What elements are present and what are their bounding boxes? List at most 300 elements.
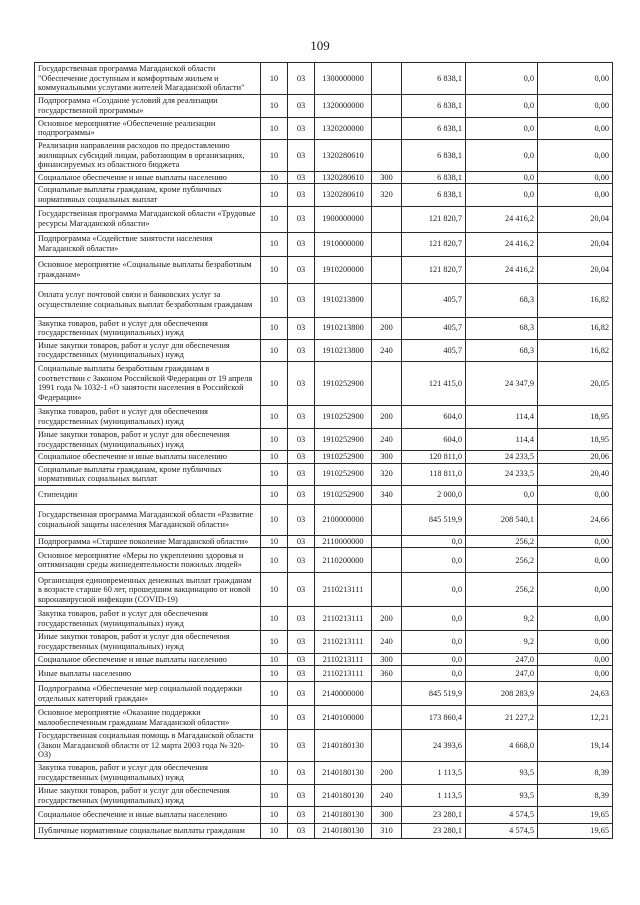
- row-name: Реализация направления расходов по предоставлению жилищных субсидий лицам, работающим в организациях, финансируемых из областного бюджета: [35, 139, 261, 171]
- row-plan: 604,0: [402, 428, 466, 450]
- row-target-code: 1320000000: [315, 94, 372, 117]
- row-target-code: 2110200000: [315, 548, 372, 573]
- row-section: 10: [261, 283, 288, 317]
- table-row: [35, 139, 613, 171]
- row-actual: 24 416,2: [466, 232, 538, 256]
- table-row: [35, 631, 613, 653]
- row-actual: 9,2: [466, 631, 538, 653]
- row-target-code: 1910000000: [315, 232, 372, 256]
- row-section: 10: [261, 339, 288, 361]
- row-expense-type: 200: [372, 405, 402, 428]
- row-plan: 23 280,1: [402, 824, 466, 839]
- row-subsection: 03: [288, 339, 315, 361]
- row-name: Подпрограмма «Содействие занятости населения Магаданской области»: [35, 232, 261, 256]
- row-target-code: 1910252900: [315, 428, 372, 450]
- row-target-code: 2140180130: [315, 785, 372, 807]
- row-actual: 0,0: [466, 63, 538, 95]
- row-percent: 18,95: [538, 405, 613, 428]
- row-name: Подпрограмма «Создание условий для реализации государственной программы»: [35, 94, 261, 117]
- row-subsection: 03: [288, 256, 315, 283]
- row-expense-type: 200: [372, 607, 402, 631]
- row-percent: 19,65: [538, 824, 613, 839]
- table-row: [35, 463, 613, 485]
- row-subsection: 03: [288, 504, 315, 535]
- row-actual: 24 233,5: [466, 451, 538, 464]
- row-actual: 68,3: [466, 317, 538, 339]
- row-section: 10: [261, 317, 288, 339]
- table-row: [35, 405, 613, 428]
- table-row: [35, 535, 613, 548]
- row-name: Иные закупки товаров, работ и услуг для обеспечения государственных (муниципальных) нужд: [35, 785, 261, 807]
- table-row: [35, 361, 613, 405]
- row-target-code: 2110000000: [315, 535, 372, 548]
- row-name: Публичные нормативные социальные выплаты гражданам: [35, 824, 261, 839]
- row-target-code: 2140180130: [315, 807, 372, 824]
- row-subsection: 03: [288, 607, 315, 631]
- row-target-code: 1910252900: [315, 405, 372, 428]
- table-row: [35, 256, 613, 283]
- table-body: [35, 63, 613, 839]
- row-expense-type: [372, 256, 402, 283]
- row-target-code: 2110213111: [315, 653, 372, 666]
- row-subsection: 03: [288, 94, 315, 117]
- row-plan: 0,0: [402, 607, 466, 631]
- row-expense-type: [372, 94, 402, 117]
- row-subsection: 03: [288, 139, 315, 171]
- row-section: 10: [261, 706, 288, 730]
- row-name: Закупка товаров, работ и услуг для обеспечения государственных (муниципальных) нужд: [35, 317, 261, 339]
- row-actual: 0,0: [466, 94, 538, 117]
- row-section: 10: [261, 463, 288, 485]
- row-target-code: 1320280610: [315, 184, 372, 206]
- row-section: 10: [261, 184, 288, 206]
- row-section: 10: [261, 631, 288, 653]
- row-subsection: 03: [288, 232, 315, 256]
- table-row: [35, 317, 613, 339]
- row-expense-type: 300: [372, 807, 402, 824]
- row-section: 10: [261, 535, 288, 548]
- row-percent: 0,00: [538, 117, 613, 139]
- row-plan: 0,0: [402, 548, 466, 573]
- row-actual: 21 227,2: [466, 706, 538, 730]
- row-target-code: 2140180130: [315, 730, 372, 762]
- table-row: [35, 184, 613, 206]
- row-name: Иные выплаты населению: [35, 666, 261, 682]
- table-row: [35, 63, 613, 95]
- row-actual: 256,2: [466, 548, 538, 573]
- row-expense-type: [372, 283, 402, 317]
- row-percent: 8,39: [538, 785, 613, 807]
- row-actual: 4 574,5: [466, 824, 538, 839]
- row-expense-type: 240: [372, 339, 402, 361]
- table-row: [35, 94, 613, 117]
- row-expense-type: 200: [372, 317, 402, 339]
- row-target-code: 2100000000: [315, 504, 372, 535]
- row-subsection: 03: [288, 117, 315, 139]
- row-percent: 0,00: [538, 535, 613, 548]
- row-expense-type: 310: [372, 824, 402, 839]
- table-row: [35, 573, 613, 607]
- row-plan: 2 000,0: [402, 485, 466, 504]
- row-actual: 256,2: [466, 535, 538, 548]
- row-actual: 93,5: [466, 762, 538, 785]
- row-actual: 0,0: [466, 171, 538, 184]
- row-name: Государственная социальная помощь в Магаданской области (Закон Магаданской области от 12 марта 2003 года № 320-ОЗ): [35, 730, 261, 762]
- row-expense-type: [372, 682, 402, 706]
- row-plan: 6 838,1: [402, 171, 466, 184]
- row-name: Основное мероприятие «Социальные выплаты безработным гражданам»: [35, 256, 261, 283]
- row-section: 10: [261, 485, 288, 504]
- row-name: Государственная программа Магаданской области «Трудовые ресурсы Магаданской области»: [35, 206, 261, 232]
- table-row: [35, 232, 613, 256]
- row-target-code: 1900000000: [315, 206, 372, 232]
- row-subsection: 03: [288, 535, 315, 548]
- row-actual: 68,3: [466, 283, 538, 317]
- row-name: Подпрограмма «Старшее поколение Магаданской области»: [35, 535, 261, 548]
- row-percent: 20,04: [538, 256, 613, 283]
- row-target-code: 1320200000: [315, 117, 372, 139]
- row-percent: 18,95: [538, 428, 613, 450]
- row-section: 10: [261, 666, 288, 682]
- row-expense-type: 300: [372, 653, 402, 666]
- row-target-code: 1910213800: [315, 283, 372, 317]
- row-subsection: 03: [288, 428, 315, 450]
- table-row: [35, 451, 613, 464]
- row-percent: 16,82: [538, 283, 613, 317]
- row-plan: 845 519,9: [402, 682, 466, 706]
- row-plan: 6 838,1: [402, 63, 466, 95]
- row-target-code: 2110213111: [315, 607, 372, 631]
- row-subsection: 03: [288, 283, 315, 317]
- table-row: [35, 807, 613, 824]
- row-expense-type: 240: [372, 428, 402, 450]
- row-subsection: 03: [288, 548, 315, 573]
- table-row: [35, 666, 613, 682]
- table-row: [35, 339, 613, 361]
- row-subsection: 03: [288, 762, 315, 785]
- row-target-code: 2140180130: [315, 762, 372, 785]
- row-name: Социальные выплаты гражданам, кроме публичных нормативных социальных выплат: [35, 184, 261, 206]
- row-expense-type: 360: [372, 666, 402, 682]
- row-actual: 93,5: [466, 785, 538, 807]
- row-plan: 405,7: [402, 283, 466, 317]
- row-name: Государственная программа Магаданской области "Обеспечение доступным и комфортным жильем и коммунальными услугами жителей Магаданской области": [35, 63, 261, 95]
- row-actual: 247,0: [466, 653, 538, 666]
- row-expense-type: 300: [372, 451, 402, 464]
- row-section: 10: [261, 117, 288, 139]
- table-row: [35, 206, 613, 232]
- row-expense-type: [372, 730, 402, 762]
- table-row: [35, 653, 613, 666]
- row-subsection: 03: [288, 653, 315, 666]
- row-name: Закупка товаров, работ и услуг для обеспечения государственных (муниципальных) нужд: [35, 762, 261, 785]
- row-name: Социальные выплаты гражданам, кроме публичных нормативных социальных выплат: [35, 463, 261, 485]
- row-name: Социальные выплаты безработным гражданам в соответствии с Законом Российской Федерации от 19 апреля 1991 года № 1032-1 «О занятости населения в Российской Федерации»: [35, 361, 261, 405]
- row-percent: 20,40: [538, 463, 613, 485]
- row-section: 10: [261, 232, 288, 256]
- row-target-code: 2140000000: [315, 682, 372, 706]
- row-name: Государственная программа Магаданской области «Развитие социальной защиты населения Магаданской области»: [35, 504, 261, 535]
- row-name: Организация единовременных денежных выплат гражданам в возрасте старше 60 лет, прошедшим вакцинацию от новой коронавирусной инфекции (COVID-19): [35, 573, 261, 607]
- row-plan: 121 820,7: [402, 232, 466, 256]
- row-percent: 0,00: [538, 573, 613, 607]
- row-percent: 20,04: [538, 206, 613, 232]
- row-plan: 405,7: [402, 317, 466, 339]
- row-actual: 24 347,9: [466, 361, 538, 405]
- row-section: 10: [261, 573, 288, 607]
- row-percent: 19,14: [538, 730, 613, 762]
- row-percent: 24,63: [538, 682, 613, 706]
- row-plan: 0,0: [402, 653, 466, 666]
- row-section: 10: [261, 824, 288, 839]
- row-section: 10: [261, 94, 288, 117]
- row-actual: 24 416,2: [466, 206, 538, 232]
- row-section: 10: [261, 807, 288, 824]
- row-name: Закупка товаров, работ и услуг для обеспечения государственных (муниципальных) нужд: [35, 405, 261, 428]
- row-percent: 24,66: [538, 504, 613, 535]
- row-expense-type: 340: [372, 485, 402, 504]
- row-name: Социальное обеспечение и иные выплаты населению: [35, 653, 261, 666]
- row-target-code: 1320280610: [315, 139, 372, 171]
- row-target-code: 1910252900: [315, 485, 372, 504]
- row-percent: 0,00: [538, 607, 613, 631]
- row-subsection: 03: [288, 666, 315, 682]
- row-plan: 6 838,1: [402, 94, 466, 117]
- row-subsection: 03: [288, 317, 315, 339]
- row-percent: 19,65: [538, 807, 613, 824]
- row-section: 10: [261, 730, 288, 762]
- table-row: [35, 548, 613, 573]
- row-actual: 208 283,9: [466, 682, 538, 706]
- row-section: 10: [261, 548, 288, 573]
- row-percent: 0,00: [538, 631, 613, 653]
- row-plan: 121 820,7: [402, 206, 466, 232]
- row-expense-type: [372, 573, 402, 607]
- row-actual: 68,3: [466, 339, 538, 361]
- row-expense-type: 240: [372, 785, 402, 807]
- row-expense-type: [372, 63, 402, 95]
- row-section: 10: [261, 762, 288, 785]
- row-plan: 120 811,0: [402, 451, 466, 464]
- row-name: Иные закупки товаров, работ и услуг для обеспечения государственных (муниципальных) нужд: [35, 428, 261, 450]
- row-plan: 0,0: [402, 666, 466, 682]
- row-actual: 24 416,2: [466, 256, 538, 283]
- row-expense-type: [372, 232, 402, 256]
- row-name: Подпрограмма «Обеспечение мер социальной поддержки отдельных категорий граждан»: [35, 682, 261, 706]
- row-subsection: 03: [288, 824, 315, 839]
- row-percent: 0,00: [538, 94, 613, 117]
- row-percent: 0,00: [538, 171, 613, 184]
- row-target-code: 1320280610: [315, 171, 372, 184]
- row-expense-type: 240: [372, 631, 402, 653]
- row-actual: 0,0: [466, 485, 538, 504]
- row-plan: 405,7: [402, 339, 466, 361]
- row-expense-type: [372, 139, 402, 171]
- row-section: 10: [261, 206, 288, 232]
- row-section: 10: [261, 256, 288, 283]
- page-number: 109: [310, 38, 330, 53]
- row-plan: 1 113,5: [402, 762, 466, 785]
- row-actual: 0,0: [466, 139, 538, 171]
- row-expense-type: [372, 548, 402, 573]
- row-percent: 16,82: [538, 317, 613, 339]
- row-target-code: 1910213800: [315, 317, 372, 339]
- row-section: 10: [261, 63, 288, 95]
- table-row: [35, 171, 613, 184]
- row-percent: 16,82: [538, 339, 613, 361]
- row-percent: 20,06: [538, 451, 613, 464]
- row-subsection: 03: [288, 631, 315, 653]
- row-target-code: 1300000000: [315, 63, 372, 95]
- row-plan: 0,0: [402, 631, 466, 653]
- row-percent: 0,00: [538, 184, 613, 206]
- row-plan: 845 519,9: [402, 504, 466, 535]
- row-percent: 12,21: [538, 706, 613, 730]
- row-expense-type: [372, 206, 402, 232]
- table-row: [35, 730, 613, 762]
- row-subsection: 03: [288, 206, 315, 232]
- row-percent: 20,05: [538, 361, 613, 405]
- row-expense-type: 200: [372, 762, 402, 785]
- row-name: Стипендии: [35, 485, 261, 504]
- row-subsection: 03: [288, 573, 315, 607]
- row-actual: 24 233,5: [466, 463, 538, 485]
- row-name: Оплата услуг почтовой связи и банковских услуг за осуществление социальных выплат безработным гражданам: [35, 283, 261, 317]
- row-target-code: 1910252900: [315, 451, 372, 464]
- row-expense-type: 320: [372, 463, 402, 485]
- row-section: 10: [261, 785, 288, 807]
- row-percent: 0,00: [538, 653, 613, 666]
- row-percent: 20,04: [538, 232, 613, 256]
- row-section: 10: [261, 451, 288, 464]
- row-name: Социальное обеспечение и иные выплаты населению: [35, 807, 261, 824]
- row-section: 10: [261, 171, 288, 184]
- row-actual: 0,0: [466, 184, 538, 206]
- row-expense-type: [372, 706, 402, 730]
- row-name: Основное мероприятие «Меры по укреплению здоровья и оптимизации среды жизнедеятельности пожилых людей»: [35, 548, 261, 573]
- row-percent: 0,00: [538, 548, 613, 573]
- row-target-code: 1910252900: [315, 463, 372, 485]
- table-row: [35, 428, 613, 450]
- table-row: [35, 762, 613, 785]
- row-actual: 256,2: [466, 573, 538, 607]
- row-section: 10: [261, 405, 288, 428]
- row-subsection: 03: [288, 463, 315, 485]
- row-subsection: 03: [288, 171, 315, 184]
- row-target-code: 2140100000: [315, 706, 372, 730]
- row-actual: 4 668,0: [466, 730, 538, 762]
- row-subsection: 03: [288, 485, 315, 504]
- row-name: Иные закупки товаров, работ и услуг для обеспечения государственных (муниципальных) нужд: [35, 631, 261, 653]
- row-subsection: 03: [288, 361, 315, 405]
- row-actual: 0,0: [466, 117, 538, 139]
- row-plan: 23 280,1: [402, 807, 466, 824]
- row-name: Иные закупки товаров, работ и услуг для обеспечения государственных (муниципальных) нужд: [35, 339, 261, 361]
- row-subsection: 03: [288, 730, 315, 762]
- row-subsection: 03: [288, 184, 315, 206]
- row-name: Основное мероприятие «Оказание поддержки малообеспеченным гражданам Магаданской области»: [35, 706, 261, 730]
- row-plan: 24 393,6: [402, 730, 466, 762]
- row-target-code: 2110213111: [315, 573, 372, 607]
- row-subsection: 03: [288, 451, 315, 464]
- row-section: 10: [261, 682, 288, 706]
- row-target-code: 2110213111: [315, 631, 372, 653]
- row-section: 10: [261, 653, 288, 666]
- row-actual: 9,2: [466, 607, 538, 631]
- row-target-code: 1910213800: [315, 339, 372, 361]
- row-actual: 114,4: [466, 405, 538, 428]
- row-subsection: 03: [288, 682, 315, 706]
- row-subsection: 03: [288, 405, 315, 428]
- row-name: Основное мероприятие «Обеспечение реализации подпрограммы»: [35, 117, 261, 139]
- row-section: 10: [261, 428, 288, 450]
- table-row: [35, 283, 613, 317]
- row-name: Социальное обеспечение и иные выплаты населению: [35, 451, 261, 464]
- row-subsection: 03: [288, 785, 315, 807]
- row-expense-type: 300: [372, 171, 402, 184]
- row-plan: 6 838,1: [402, 117, 466, 139]
- row-plan: 604,0: [402, 405, 466, 428]
- row-plan: 6 838,1: [402, 139, 466, 171]
- table-row: [35, 785, 613, 807]
- table-row: [35, 706, 613, 730]
- row-actual: 208 540,1: [466, 504, 538, 535]
- row-plan: 0,0: [402, 573, 466, 607]
- row-percent: 8,39: [538, 762, 613, 785]
- row-expense-type: 320: [372, 184, 402, 206]
- row-section: 10: [261, 361, 288, 405]
- row-percent: 0,00: [538, 666, 613, 682]
- row-plan: 6 838,1: [402, 184, 466, 206]
- row-section: 10: [261, 139, 288, 171]
- table-row: [35, 485, 613, 504]
- row-target-code: 2110213111: [315, 666, 372, 682]
- row-actual: 247,0: [466, 666, 538, 682]
- row-expense-type: [372, 361, 402, 405]
- row-section: 10: [261, 504, 288, 535]
- row-plan: 0,0: [402, 535, 466, 548]
- row-name: Закупка товаров, работ и услуг для обеспечения государственных (муниципальных) нужд: [35, 607, 261, 631]
- table-row: [35, 504, 613, 535]
- row-expense-type: [372, 504, 402, 535]
- row-plan: 1 113,5: [402, 785, 466, 807]
- row-expense-type: [372, 117, 402, 139]
- row-percent: 0,00: [538, 139, 613, 171]
- table-row: [35, 607, 613, 631]
- row-plan: 118 811,0: [402, 463, 466, 485]
- table-row: [35, 682, 613, 706]
- row-name: Социальное обеспечение и иные выплаты населению: [35, 171, 261, 184]
- row-actual: 114,4: [466, 428, 538, 450]
- row-expense-type: [372, 535, 402, 548]
- row-target-code: 1910252900: [315, 361, 372, 405]
- row-percent: 0,00: [538, 485, 613, 504]
- row-actual: 4 574,5: [466, 807, 538, 824]
- row-plan: 121 415,0: [402, 361, 466, 405]
- row-target-code: 1910200000: [315, 256, 372, 283]
- row-plan: 173 860,4: [402, 706, 466, 730]
- row-percent: 0,00: [538, 63, 613, 95]
- row-subsection: 03: [288, 706, 315, 730]
- row-section: 10: [261, 607, 288, 631]
- row-subsection: 03: [288, 63, 315, 95]
- budget-table: [34, 62, 613, 839]
- row-target-code: 2140180130: [315, 824, 372, 839]
- table-row: [35, 117, 613, 139]
- row-subsection: 03: [288, 807, 315, 824]
- row-plan: 121 820,7: [402, 256, 466, 283]
- table-row: [35, 824, 613, 839]
